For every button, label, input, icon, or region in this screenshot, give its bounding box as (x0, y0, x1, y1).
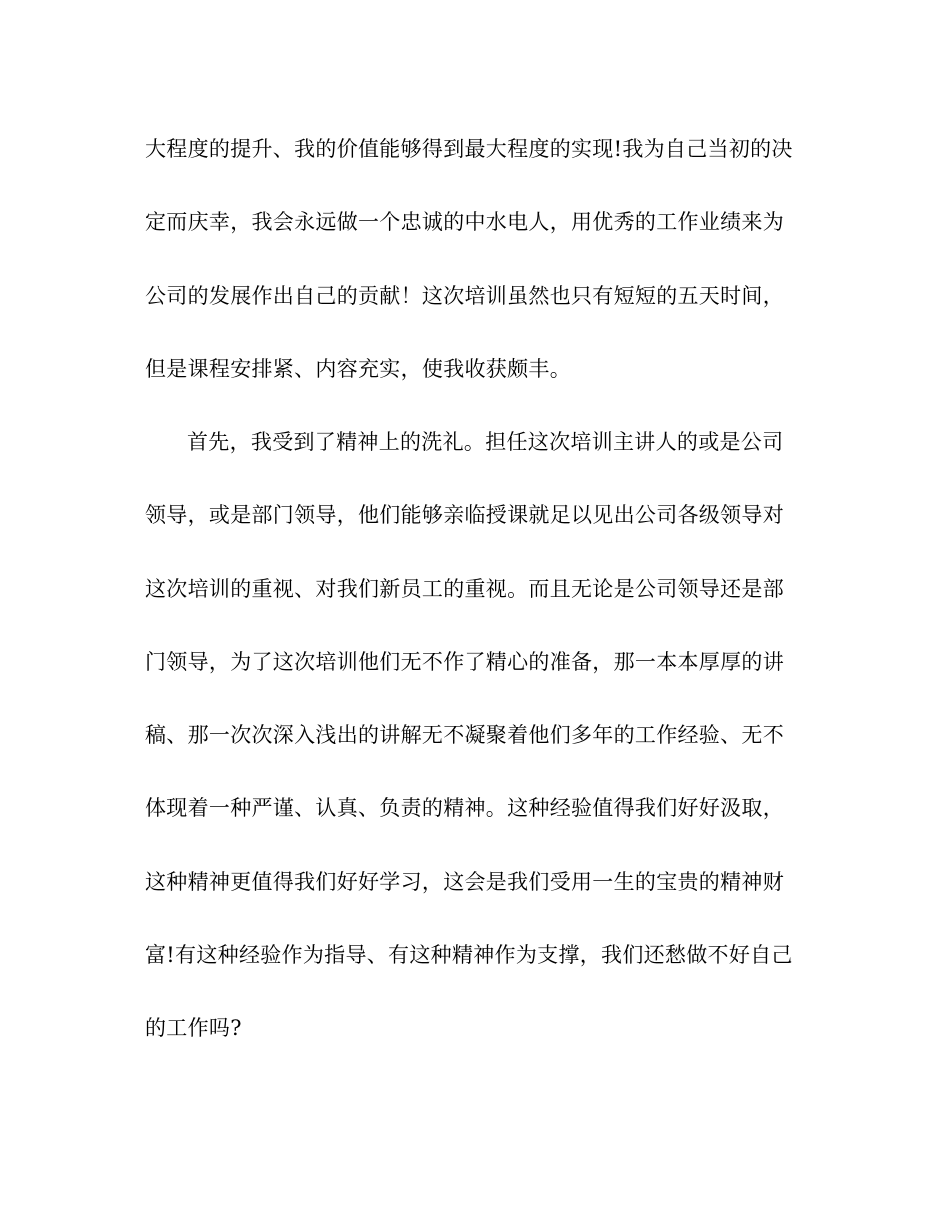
text-line: 这种精神更值得我们好好学习，这会是我们受用一生的宝贵的精神财 (145, 869, 784, 894)
text-line: 门领导，为了这次培训他们无不作了精心的准备，那一本本厚厚的讲 (145, 649, 784, 674)
text-line: 体现着一种严谨、认真、负责的精神。这种经验值得我们好好汲取， (145, 796, 784, 821)
text-line: 定而庆幸，我会永远做一个忠诚的中水电人，用优秀的工作业绩来为 (145, 210, 784, 235)
text-line: 但是课程安排紧、内容充实，使我收获颇丰。 (145, 356, 571, 381)
text-line: 稿、那一次次深入浅出的讲解无不凝聚着他们多年的工作经验、无不 (145, 723, 784, 748)
text-line: 富!有这种经验作为指导、有这种精神作为支撑，我们还愁做不好自己 (145, 943, 793, 968)
text-line-first-indented: 首先，我受到了精神上的洗礼。担任这次培训主讲人的或是公司 (187, 430, 784, 454)
text-line: 的工作吗? (145, 1016, 242, 1041)
text-line: 领导，或是部门领导，他们能够亲临授课就足以见出公司各级领导对 (145, 503, 784, 528)
paragraph-spiritual-baptism (145, 424, 815, 1084)
paragraph-continuation (145, 131, 815, 424)
text-line: 大程度的提升、我的价值能够得到最大程度的实现!我为自己当初的决 (145, 137, 793, 161)
text-line: 这次培训的重视、对我们新员工的重视。而且无论是公司领导还是部 (145, 576, 784, 601)
text-line: 公司的发展作出自己的贡献！这次培训虽然也只有短短的五天时间， (145, 283, 784, 308)
